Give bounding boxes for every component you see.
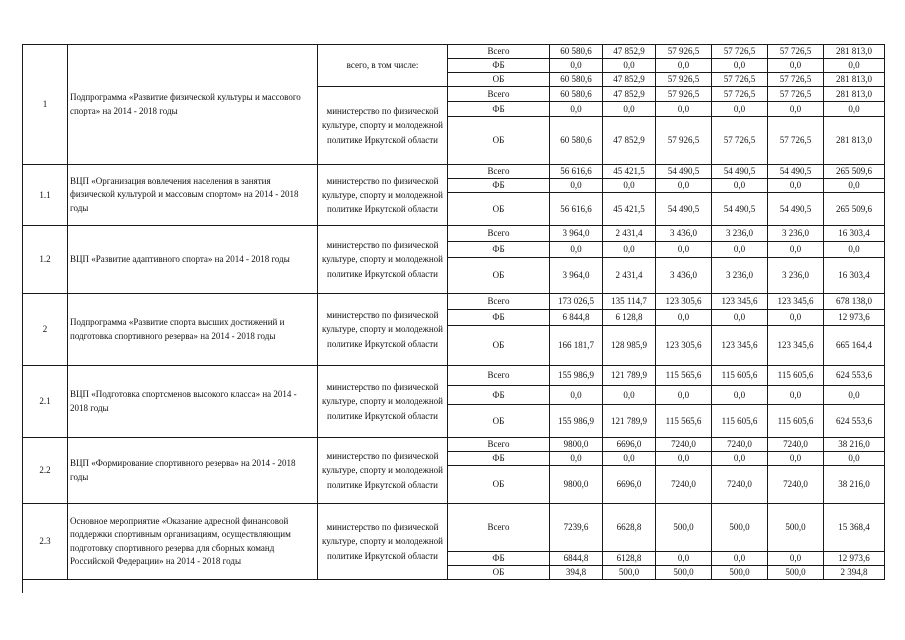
year-value: 0,0 (603, 59, 656, 73)
total-value: 0,0 (824, 179, 885, 193)
year-value: 57 726,5 (712, 117, 768, 165)
responsible-executor: министерство по физической культуре, спорту и молодежной политике Иркутской области (318, 226, 448, 294)
year-value: 0,0 (768, 552, 824, 566)
program-name: ВЦП «Развитие адаптивного спорта» на 2014 - 2018 годы (68, 226, 318, 294)
funding-source: Всего (448, 87, 550, 102)
year-value: 7240,0 (712, 466, 768, 504)
total-value: 38 216,0 (824, 438, 885, 452)
total-value: 38 216,0 (824, 466, 885, 504)
funding-source: ФБ (448, 452, 550, 466)
responsible-executor: министерство по физической культуре, спорту и молодежной политике Иркутской области (318, 366, 448, 438)
total-value: 265 509,6 (824, 193, 885, 226)
total-value: 16 303,4 (824, 258, 885, 294)
responsible-executor: министерство по физической культуре, спорту и молодежной политике Иркутской области (318, 438, 448, 504)
year-value: 7240,0 (768, 466, 824, 504)
year-value: 3 236,0 (712, 258, 768, 294)
program-name: Основное мероприятие «Оказание адресной финансовой поддержки спортивным организациям, осуществляющим подготовку спортивного резерва для сборных команд Российской Федерации» на 2014 - 2018 годы (68, 504, 318, 580)
year-value: 0,0 (768, 102, 824, 117)
year-value: 0,0 (768, 242, 824, 258)
funding-source: ФБ (448, 310, 550, 326)
funding-source: Всего (448, 366, 550, 386)
year-value: 115 565,6 (656, 405, 712, 438)
year-value: 57 726,5 (768, 45, 824, 59)
year-value: 3 436,0 (656, 258, 712, 294)
year-value: 500,0 (603, 566, 656, 580)
year-value: 3 236,0 (712, 226, 768, 242)
year-value: 0,0 (550, 452, 603, 466)
year-value: 0,0 (768, 59, 824, 73)
year-value: 0,0 (768, 310, 824, 326)
budget-table (22, 44, 885, 580)
year-value: 500,0 (712, 504, 768, 552)
year-value: 6628,8 (603, 504, 656, 552)
year-value: 123 345,6 (712, 294, 768, 310)
year-value: 155 986,9 (550, 405, 603, 438)
year-value: 3 436,0 (656, 226, 712, 242)
year-value: 121 789,9 (603, 366, 656, 386)
responsible-executor: министерство по физической культуре, спорту и молодежной политике Иркутской области (318, 165, 448, 226)
year-value: 57 926,5 (656, 87, 712, 102)
funding-source: Всего (448, 294, 550, 310)
year-value: 54 490,5 (768, 165, 824, 179)
year-value: 500,0 (656, 504, 712, 552)
total-value: 0,0 (824, 102, 885, 117)
year-value: 54 490,5 (656, 165, 712, 179)
year-value: 500,0 (768, 504, 824, 552)
year-value: 57 726,5 (712, 87, 768, 102)
year-value: 121 789,9 (603, 405, 656, 438)
year-value: 6844,8 (550, 552, 603, 566)
funding-source: ФБ (448, 102, 550, 117)
year-value: 0,0 (768, 179, 824, 193)
year-value: 60 580,6 (550, 87, 603, 102)
year-value: 57 726,5 (712, 73, 768, 87)
year-value: 0,0 (550, 179, 603, 193)
year-value: 0,0 (768, 386, 824, 405)
year-value: 0,0 (603, 452, 656, 466)
year-value: 500,0 (768, 566, 824, 580)
year-value: 115 565,6 (656, 366, 712, 386)
year-value: 54 490,5 (768, 193, 824, 226)
total-value: 624 553,6 (824, 405, 885, 438)
year-value: 9800,0 (550, 438, 603, 452)
year-value: 0,0 (768, 452, 824, 466)
year-value: 0,0 (550, 59, 603, 73)
responsible-executor: министерство по физической культуре, спорту и молодежной политике Иркутской области (318, 294, 448, 366)
responsible-executor: министерство по физической культуре, спорту и молодежной политике Иркутской области (318, 504, 448, 580)
year-value: 47 852,9 (603, 117, 656, 165)
program-name: ВЦП «Организация вовлечения населения в занятия физической культурой и массовым спортом» на 2014 - 2018 годы (68, 165, 318, 226)
funding-source: ОБ (448, 326, 550, 366)
total-value: 678 138,0 (824, 294, 885, 310)
program-name: ВЦП «Формирование спортивного резерва» на 2014 - 2018 годы (68, 438, 318, 504)
year-value: 115 605,6 (712, 405, 768, 438)
year-value: 47 852,9 (603, 45, 656, 59)
document-page (22, 44, 885, 580)
responsible-executor: министерство по физической культуре, спорту и молодежной политике Иркутской области (318, 87, 448, 165)
year-value: 57 926,5 (656, 73, 712, 87)
year-value: 394,8 (550, 566, 603, 580)
row-number: 2 (23, 294, 68, 366)
year-value: 0,0 (712, 242, 768, 258)
year-value: 3 964,0 (550, 226, 603, 242)
total-value: 16 303,4 (824, 226, 885, 242)
year-value: 115 605,6 (768, 405, 824, 438)
year-value: 6128,8 (603, 552, 656, 566)
year-value: 0,0 (712, 452, 768, 466)
responsible-executor: всего, в том числе: (318, 45, 448, 87)
year-value: 45 421,5 (603, 165, 656, 179)
total-value: 12 973,6 (824, 310, 885, 326)
total-value: 624 553,6 (824, 366, 885, 386)
funding-source: ФБ (448, 552, 550, 566)
funding-source: ФБ (448, 179, 550, 193)
funding-source: ОБ (448, 566, 550, 580)
total-value: 15 368,4 (824, 504, 885, 552)
year-value: 6 128,8 (603, 310, 656, 326)
year-value: 155 986,9 (550, 366, 603, 386)
row-number: 2.3 (23, 504, 68, 580)
funding-source: ОБ (448, 405, 550, 438)
funding-source: ФБ (448, 59, 550, 73)
year-value: 0,0 (550, 102, 603, 117)
total-value: 265 509,6 (824, 165, 885, 179)
year-value: 115 605,6 (712, 366, 768, 386)
year-value: 0,0 (656, 310, 712, 326)
year-value: 3 236,0 (768, 226, 824, 242)
year-value: 123 345,6 (712, 326, 768, 366)
year-value: 123 305,6 (656, 326, 712, 366)
table-row (23, 504, 885, 552)
year-value: 0,0 (550, 386, 603, 405)
funding-source: ОБ (448, 73, 550, 87)
year-value: 7240,0 (656, 466, 712, 504)
year-value: 3 964,0 (550, 258, 603, 294)
program-name: Подпрограмма «Развитие спорта высших достижений и подготовка спортивного резерва» на 2014 - 2018 годы (68, 294, 318, 366)
year-value: 0,0 (656, 452, 712, 466)
year-value: 123 345,6 (768, 294, 824, 310)
table-row (23, 366, 885, 386)
year-value: 57 726,5 (768, 87, 824, 102)
year-value: 56 616,6 (550, 193, 603, 226)
year-value: 54 490,5 (712, 193, 768, 226)
funding-source: ОБ (448, 258, 550, 294)
total-value: 281 813,0 (824, 117, 885, 165)
year-value: 0,0 (550, 242, 603, 258)
year-value: 0,0 (603, 242, 656, 258)
table-body (23, 45, 885, 580)
funding-source: Всего (448, 504, 550, 552)
year-value: 0,0 (712, 310, 768, 326)
year-value: 56 616,6 (550, 165, 603, 179)
funding-source: Всего (448, 165, 550, 179)
year-value: 0,0 (656, 102, 712, 117)
year-value: 60 580,6 (550, 117, 603, 165)
year-value: 135 114,7 (603, 294, 656, 310)
year-value: 47 852,9 (603, 87, 656, 102)
year-value: 6696,0 (603, 438, 656, 452)
row-number: 2.2 (23, 438, 68, 504)
total-value: 0,0 (824, 386, 885, 405)
year-value: 0,0 (712, 59, 768, 73)
year-value: 57 726,5 (712, 45, 768, 59)
total-value: 281 813,0 (824, 45, 885, 59)
year-value: 0,0 (656, 59, 712, 73)
year-value: 60 580,6 (550, 45, 603, 59)
year-value: 6696,0 (603, 466, 656, 504)
year-value: 0,0 (656, 552, 712, 566)
year-value: 54 490,5 (656, 193, 712, 226)
year-value: 123 345,6 (768, 326, 824, 366)
row-number: 1.1 (23, 165, 68, 226)
funding-source: ОБ (448, 193, 550, 226)
year-value: 57 926,5 (656, 117, 712, 165)
year-value: 123 305,6 (656, 294, 712, 310)
table-row (23, 45, 885, 59)
year-value: 0,0 (712, 386, 768, 405)
funding-source: ФБ (448, 386, 550, 405)
row-number: 1.2 (23, 226, 68, 294)
year-value: 0,0 (712, 552, 768, 566)
year-value: 57 726,5 (768, 73, 824, 87)
year-value: 60 580,6 (550, 73, 603, 87)
year-value: 0,0 (603, 102, 656, 117)
total-value: 665 164,4 (824, 326, 885, 366)
funding-source: Всего (448, 45, 550, 59)
program-name: ВЦП «Подготовка спортсменов высокого класса» на 2014 - 2018 годы (68, 366, 318, 438)
funding-source: Всего (448, 226, 550, 242)
total-value: 12 973,6 (824, 552, 885, 566)
year-value: 47 852,9 (603, 73, 656, 87)
funding-source: ФБ (448, 242, 550, 258)
program-name: Подпрограмма «Развитие физической культуры и массового спорта» на 2014 - 2018 годы (68, 45, 318, 165)
year-value: 173 026,5 (550, 294, 603, 310)
year-value: 6 844,8 (550, 310, 603, 326)
year-value: 0,0 (656, 386, 712, 405)
year-value: 7239,6 (550, 504, 603, 552)
year-value: 500,0 (712, 566, 768, 580)
year-value: 500,0 (656, 566, 712, 580)
year-value: 57 726,5 (768, 117, 824, 165)
total-value: 281 813,0 (824, 87, 885, 102)
year-value: 9800,0 (550, 466, 603, 504)
year-value: 166 181,7 (550, 326, 603, 366)
year-value: 0,0 (603, 179, 656, 193)
total-value: 0,0 (824, 452, 885, 466)
year-value: 7240,0 (768, 438, 824, 452)
funding-source: ОБ (448, 466, 550, 504)
funding-source: ОБ (448, 117, 550, 165)
row-number: 2.1 (23, 366, 68, 438)
year-value: 7240,0 (656, 438, 712, 452)
year-value: 0,0 (603, 386, 656, 405)
table-row (23, 165, 885, 179)
table-row (23, 226, 885, 242)
total-value: 0,0 (824, 242, 885, 258)
year-value: 3 236,0 (768, 258, 824, 294)
table-row (23, 438, 885, 452)
year-value: 57 926,5 (656, 45, 712, 59)
year-value: 2 431,4 (603, 226, 656, 242)
year-value: 0,0 (712, 102, 768, 117)
total-value: 281 813,0 (824, 73, 885, 87)
year-value: 0,0 (656, 179, 712, 193)
year-value: 0,0 (712, 179, 768, 193)
year-value: 54 490,5 (712, 165, 768, 179)
table-row (23, 294, 885, 310)
year-value: 0,0 (656, 242, 712, 258)
row-number: 1 (23, 45, 68, 165)
year-value: 2 431,4 (603, 258, 656, 294)
year-value: 128 985,9 (603, 326, 656, 366)
year-value: 7240,0 (712, 438, 768, 452)
year-value: 45 421,5 (603, 193, 656, 226)
year-value: 115 605,6 (768, 366, 824, 386)
funding-source: Всего (448, 438, 550, 452)
total-value: 0,0 (824, 59, 885, 73)
total-value: 2 394,8 (824, 566, 885, 580)
